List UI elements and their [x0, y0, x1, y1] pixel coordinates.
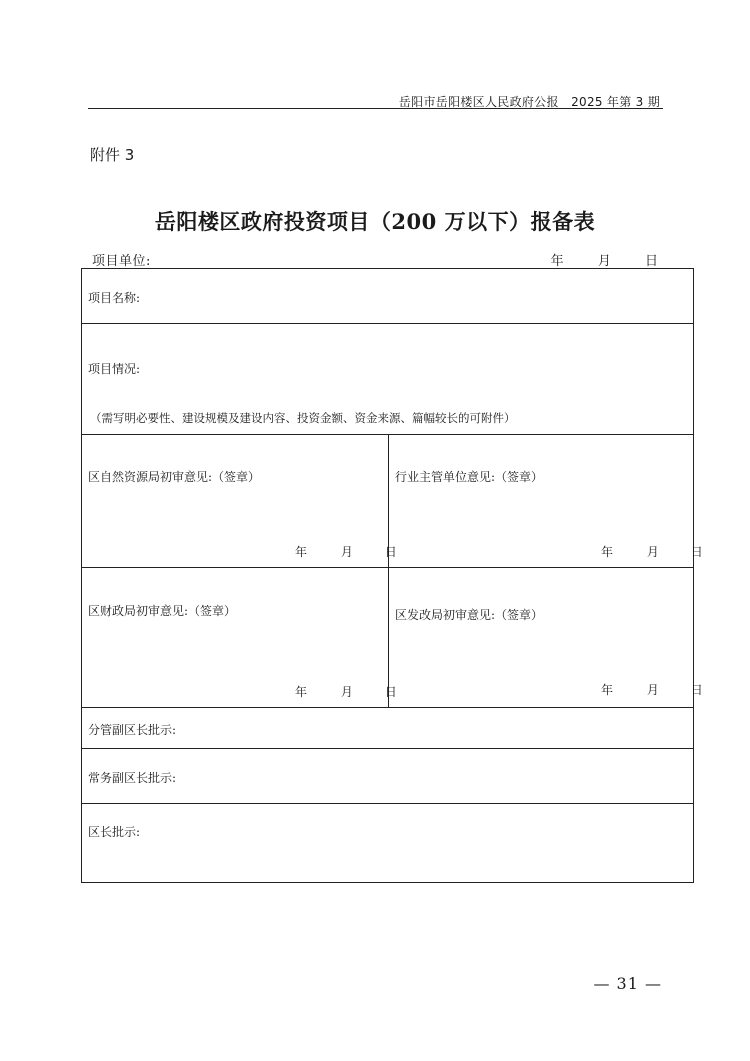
- natural-resources-sign-date: [295, 543, 397, 560]
- date-year: 年: [601, 545, 614, 559]
- finance-bureau-sign-date: [295, 683, 397, 700]
- row-executive-deputy: [82, 749, 693, 804]
- row-deputy-in-charge: [82, 708, 693, 749]
- report-date: [551, 250, 658, 269]
- attachment-label: 附件 3: [90, 146, 135, 164]
- date-month: 月: [340, 545, 353, 559]
- publication-header: 岳阳市岳阳楼区人民政府公报 2025 年第 3 期: [398, 95, 660, 109]
- executive-deputy-label: 常务副区长批示:: [88, 771, 177, 785]
- development-reform-opinion-label: 区发改局初审意见:（签章）: [395, 608, 544, 622]
- date-day: 日: [690, 545, 703, 559]
- project-situation-label: 项目情况:: [88, 362, 141, 376]
- header-rule: [88, 108, 663, 109]
- page-number: — 31 —: [593, 974, 662, 993]
- row-review-1: [82, 435, 703, 568]
- report-date-month: 月: [597, 254, 611, 269]
- deputy-in-charge-label: 分管副区长批示:: [88, 723, 177, 737]
- project-situation-note: （需写明必要性、建设规模及建设内容、投资金额、资金来源、篇幅较长的可附件）: [90, 411, 516, 425]
- date-year: 年: [295, 545, 308, 559]
- district-head-label: 区长批示:: [88, 825, 141, 839]
- development-reform-sign-date: [601, 681, 703, 698]
- row-project-name: [82, 269, 693, 324]
- natural-resources-opinion-label: 区自然资源局初审意见:（签章）: [88, 470, 261, 484]
- project-unit-label: 项目单位:: [92, 254, 151, 269]
- document-title: 岳阳楼区政府投资项目（200 万以下）报备表: [154, 209, 596, 234]
- project-name-label: 项目名称:: [88, 291, 141, 305]
- date-year: 年: [601, 683, 614, 697]
- date-month: 月: [646, 545, 659, 559]
- industry-unit-opinion-label: 行业主管单位意见:（签章）: [395, 470, 544, 484]
- filing-form-table: [81, 268, 703, 883]
- industry-unit-sign-date: [601, 543, 703, 560]
- row-review-2: [82, 568, 703, 708]
- date-month: 月: [646, 683, 659, 697]
- date-day: 日: [384, 545, 397, 559]
- date-day: 日: [384, 685, 397, 699]
- date-year: 年: [295, 685, 308, 699]
- finance-bureau-opinion-label: 区财政局初审意见:（签章）: [88, 604, 237, 618]
- report-date-year: 年: [550, 254, 564, 269]
- report-date-day: 日: [644, 254, 658, 269]
- date-day: 日: [690, 683, 703, 697]
- row-project-situation: [82, 324, 693, 435]
- date-month: 月: [340, 685, 353, 699]
- row-district-head: [82, 804, 693, 882]
